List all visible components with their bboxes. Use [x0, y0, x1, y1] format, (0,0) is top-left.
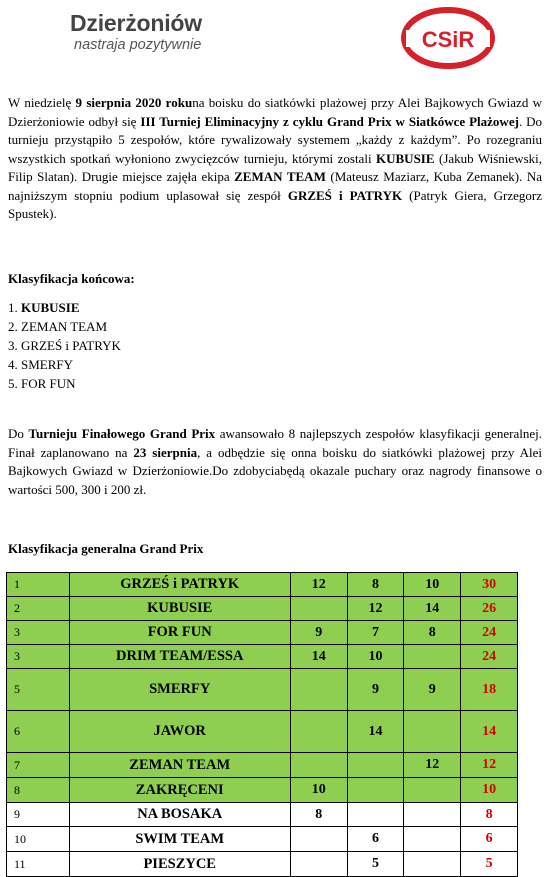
total-cell: 8: [461, 803, 518, 827]
place-cell: 9: [7, 803, 70, 827]
place-cell: 3: [7, 621, 70, 645]
points-cell: [290, 669, 347, 711]
final-classification-heading: Klasyfikacja końcowa:: [8, 271, 135, 286]
points-cell: 12: [347, 597, 404, 621]
place-cell: 3: [7, 645, 70, 669]
points-cell: [347, 753, 404, 778]
table-row: [7, 645, 518, 669]
final-info-paragraph: Do Turnieju Finałowego Grand Prix awansowało 8 najlepszych zespołów klasyfikacji generalnej. Finał zaplanowano na 23 sierpnia, a odbędzie się onna boisku do siatkówki plażowej przy Alei Bajkowych Gwiazd w Dzierżoniowie.Do zdobyciabędą okazale puchary oraz nagrody finansowe o wartości 500, 300 i 200 zł.: [8, 426, 543, 497]
team-cell: SMERFY: [69, 669, 290, 711]
points-cell: 14: [290, 645, 347, 669]
points-cell: [404, 852, 461, 877]
table-row: [7, 827, 518, 852]
team-cell: FOR FUN: [69, 621, 290, 645]
place-cell: 5: [7, 669, 70, 711]
total-cell: 30: [461, 573, 518, 597]
total-cell: 6: [461, 827, 518, 852]
list-item: 3. GRZEŚ i PATRYK: [8, 338, 121, 353]
logo-title: Dzierżoniów: [70, 10, 202, 36]
table-row: [7, 597, 518, 621]
csir-logo-text: CSiR: [421, 27, 475, 52]
points-cell: 8: [290, 803, 347, 827]
total-cell: 18: [461, 669, 518, 711]
points-cell: [404, 778, 461, 803]
dzierzoniow-logo: [70, 10, 202, 54]
table-row: [7, 573, 518, 597]
points-cell: 9: [347, 669, 404, 711]
total-cell: 5: [461, 852, 518, 877]
points-cell: 10: [347, 645, 404, 669]
points-cell: [347, 803, 404, 827]
points-cell: 5: [347, 852, 404, 877]
table-row: [7, 669, 518, 711]
team-cell: PIESZYCE: [69, 852, 290, 877]
points-cell: 7: [347, 621, 404, 645]
total-cell: 12: [461, 753, 518, 778]
team-cell: ZAKRĘCENI: [69, 778, 290, 803]
points-cell: [347, 778, 404, 803]
final-classification-list: [8, 298, 121, 393]
place-cell: 8: [7, 778, 70, 803]
points-cell: 10: [290, 778, 347, 803]
points-cell: 6: [347, 827, 404, 852]
list-item: 4. SMERFY: [8, 357, 74, 372]
points-cell: 12: [404, 753, 461, 778]
general-classification-heading: Klasyfikacja generalna Grand Prix: [8, 541, 204, 556]
points-cell: [290, 753, 347, 778]
intro-paragraph: W niedzielę 9 sierpnia 2020 rokuna boisku do siatkówki plażowej przy Alei Bajkowych Gwiazd w Dzierżoniowie odbył się III Turniej Eliminacyjny z cyklu Grand Prix w Siatkówce Plażowej. Do turnieju przystąpiło 5 zespołów, które rywalizowały systemem „każdy z każdym”. Po rozegraniu wszystkich spotkań wyłoniono zwycięzców turnieju, którymi zostali KUBUSIE (Jakub Wiśniewski, Filip Slatan). Drugie miejsce zajęła ekipa ZEMAN TEAM (Mateusz Maziarz, Kuba Zemanek). Na najniższym stopniu podium uplasował się zespół GRZEŚ i PATRYK (Patryk Giera, Grzegorz Spustek).: [8, 95, 543, 221]
table-row: [7, 621, 518, 645]
table-row: [7, 852, 518, 877]
points-cell: [404, 645, 461, 669]
points-cell: 8: [347, 573, 404, 597]
team-cell: KUBUSIE: [69, 597, 290, 621]
points-cell: [290, 852, 347, 877]
list-item: 2. ZEMAN TEAM: [8, 319, 108, 334]
csir-logo: [400, 6, 496, 70]
table-row: [7, 711, 518, 753]
place-cell: 11: [7, 852, 70, 877]
place-cell: 6: [7, 711, 70, 753]
team-cell: DRIM TEAM/ESSA: [69, 645, 290, 669]
general-classification-table: [6, 572, 518, 877]
points-cell: [290, 711, 347, 753]
list-item: 1. KUBUSIE: [8, 300, 80, 315]
points-cell: 9: [404, 669, 461, 711]
place-cell: 10: [7, 827, 70, 852]
total-cell: 10: [461, 778, 518, 803]
points-cell: [290, 597, 347, 621]
table-row: [7, 803, 518, 827]
points-cell: 10: [404, 573, 461, 597]
team-cell: SWIM TEAM: [69, 827, 290, 852]
points-cell: 14: [347, 711, 404, 753]
team-cell: NA BOSAKA: [69, 803, 290, 827]
points-cell: 9: [290, 621, 347, 645]
total-cell: 14: [461, 711, 518, 753]
points-cell: [290, 827, 347, 852]
total-cell: 26: [461, 597, 518, 621]
table-row: [7, 778, 518, 803]
points-cell: [404, 803, 461, 827]
total-cell: 24: [461, 621, 518, 645]
team-cell: GRZEŚ i PATRYK: [69, 573, 290, 597]
points-cell: 12: [290, 573, 347, 597]
place-cell: 2: [7, 597, 70, 621]
csir-logo-icon: [400, 6, 496, 70]
place-cell: 7: [7, 753, 70, 778]
points-cell: 14: [404, 597, 461, 621]
table-row: [7, 753, 518, 778]
place-cell: 1: [7, 573, 70, 597]
logo-subtitle: nastraja pozytywnie: [74, 37, 202, 53]
team-cell: ZEMAN TEAM: [69, 753, 290, 778]
points-cell: [404, 711, 461, 753]
points-cell: [404, 827, 461, 852]
total-cell: 24: [461, 645, 518, 669]
list-item: 5. FOR FUN: [8, 376, 76, 391]
points-cell: 8: [404, 621, 461, 645]
team-cell: JAWOR: [69, 711, 290, 753]
